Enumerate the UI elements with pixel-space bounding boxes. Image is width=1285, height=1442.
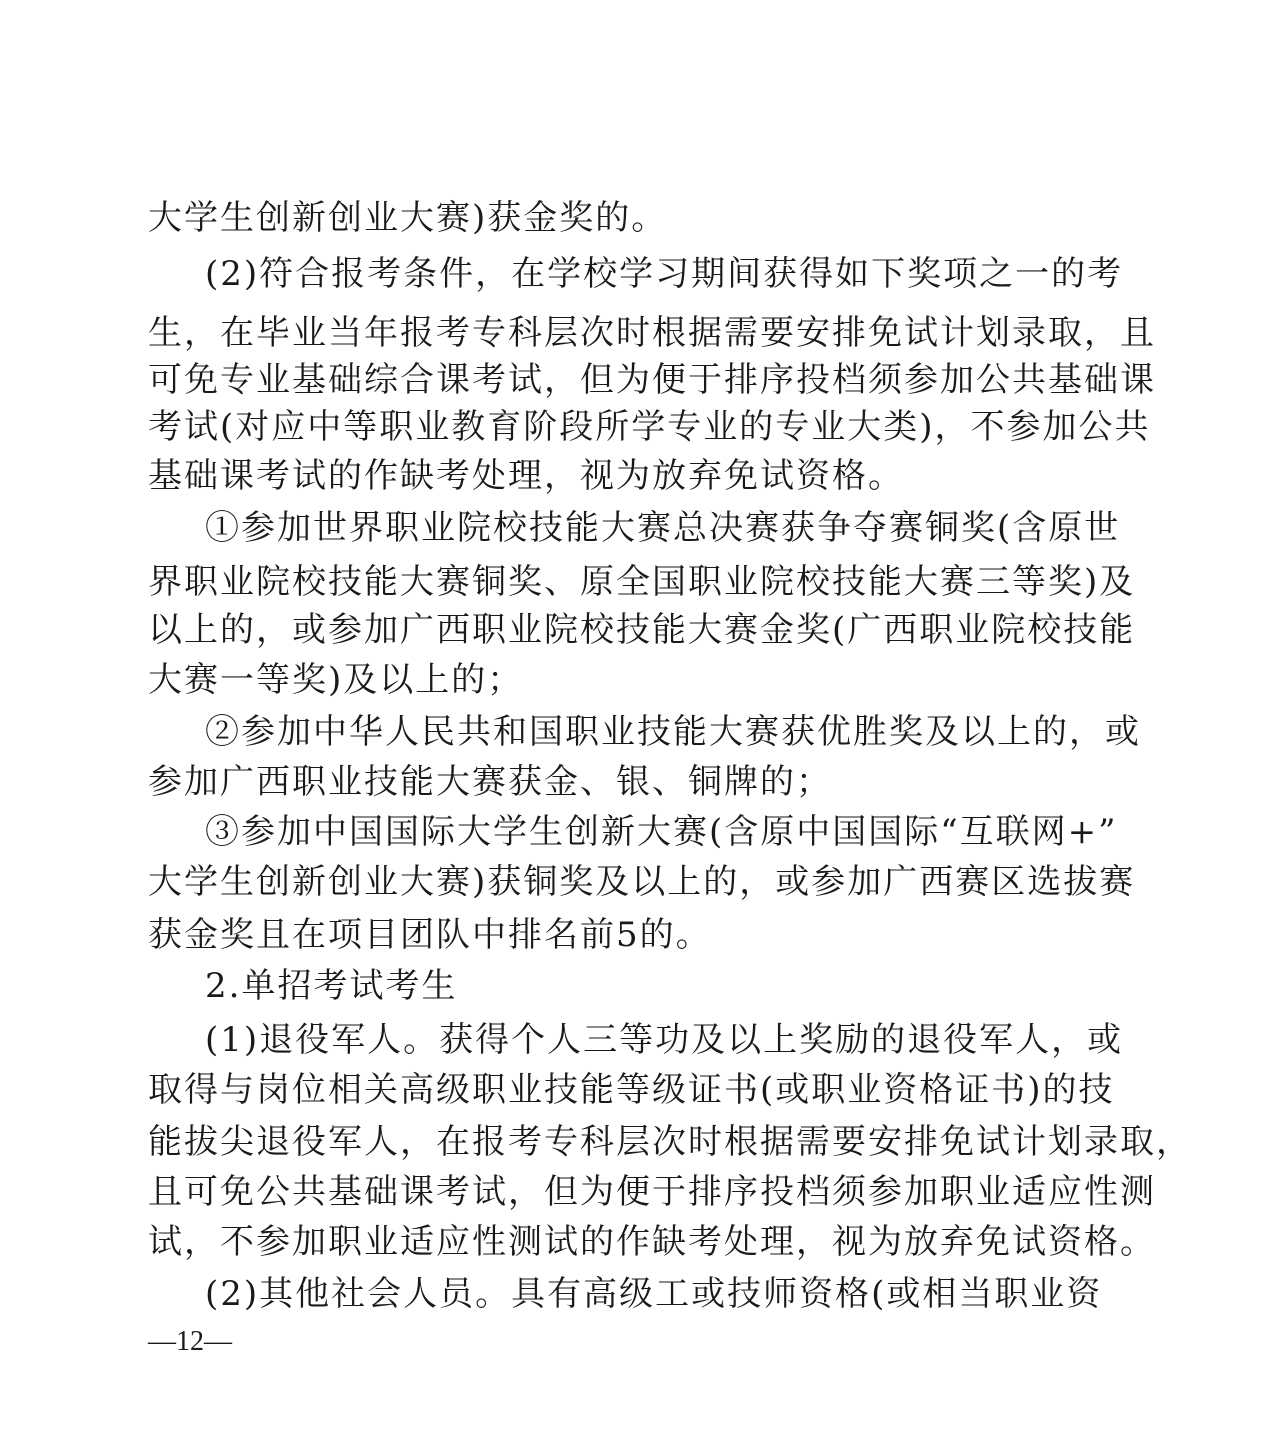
text-line: 取得与岗位相关高级职业技能等级证书(或职业资格证书)的技 (148, 1070, 1115, 1110)
text-line: 基础课考试的作缺考处理，视为放弃免试资格。 (148, 456, 904, 496)
page-number: —12— (148, 1326, 232, 1357)
text-line: 且可免公共基础课考试，但为便于排序投档须参加职业适应性测 (148, 1172, 1156, 1212)
text-line: 试，不参加职业适应性测试的作缺考处理，视为放弃免试资格。 (148, 1222, 1156, 1262)
text-line: 可免专业基础综合课考试，但为便于排序投档须参加公共基础课 (148, 360, 1156, 400)
text-line: (2)符合报考条件，在学校学习期间获得如下奖项之一的考 (205, 254, 1124, 294)
text-line: ②参加中华人民共和国职业技能大赛获优胜奖及以上的，或 (205, 712, 1141, 752)
text-line: (1)退役军人。获得个人三等功及以上奖励的退役军人，或 (205, 1020, 1124, 1060)
text-line: 大学生创新创业大赛)获铜奖及以上的，或参加广西赛区选拔赛 (148, 862, 1136, 902)
text-line: 参加广西职业技能大赛获金、银、铜牌的； (148, 762, 832, 802)
text-line: 大赛一等奖)及以上的； (148, 660, 524, 700)
text-line: ③参加中国国际大学生创新大赛(含原中国国际“互联网+” (205, 812, 1118, 852)
section-heading: 2.单招考试考生 (205, 966, 458, 1006)
text-line: 考试(对应中等职业教育阶段所学专业的专业大类)，不参加公共 (148, 407, 1151, 447)
text-line: 获金奖且在项目团队中排名前5的。 (148, 915, 712, 955)
text-line: 生，在毕业当年报考专科层次时根据需要安排免试计划录取，且 (148, 313, 1156, 353)
text-line: 能拔尖退役军人，在报考专科层次时根据需要安排免试计划录取， (148, 1122, 1192, 1162)
text-line: 以上的，或参加广西职业院校技能大赛金奖(广西职业院校技能 (148, 610, 1136, 650)
text-line: 大学生创新创业大赛)获金奖的。 (148, 198, 668, 238)
text-line: 界职业院校技能大赛铜奖、原全国职业院校技能大赛三等奖)及 (148, 562, 1136, 602)
text-line: (2)其他社会人员。具有高级工或技师资格(或相当职业资 (205, 1274, 1103, 1314)
text-line: ①参加世界职业院校技能大赛总决赛获争夺赛铜奖(含原世 (205, 508, 1121, 548)
